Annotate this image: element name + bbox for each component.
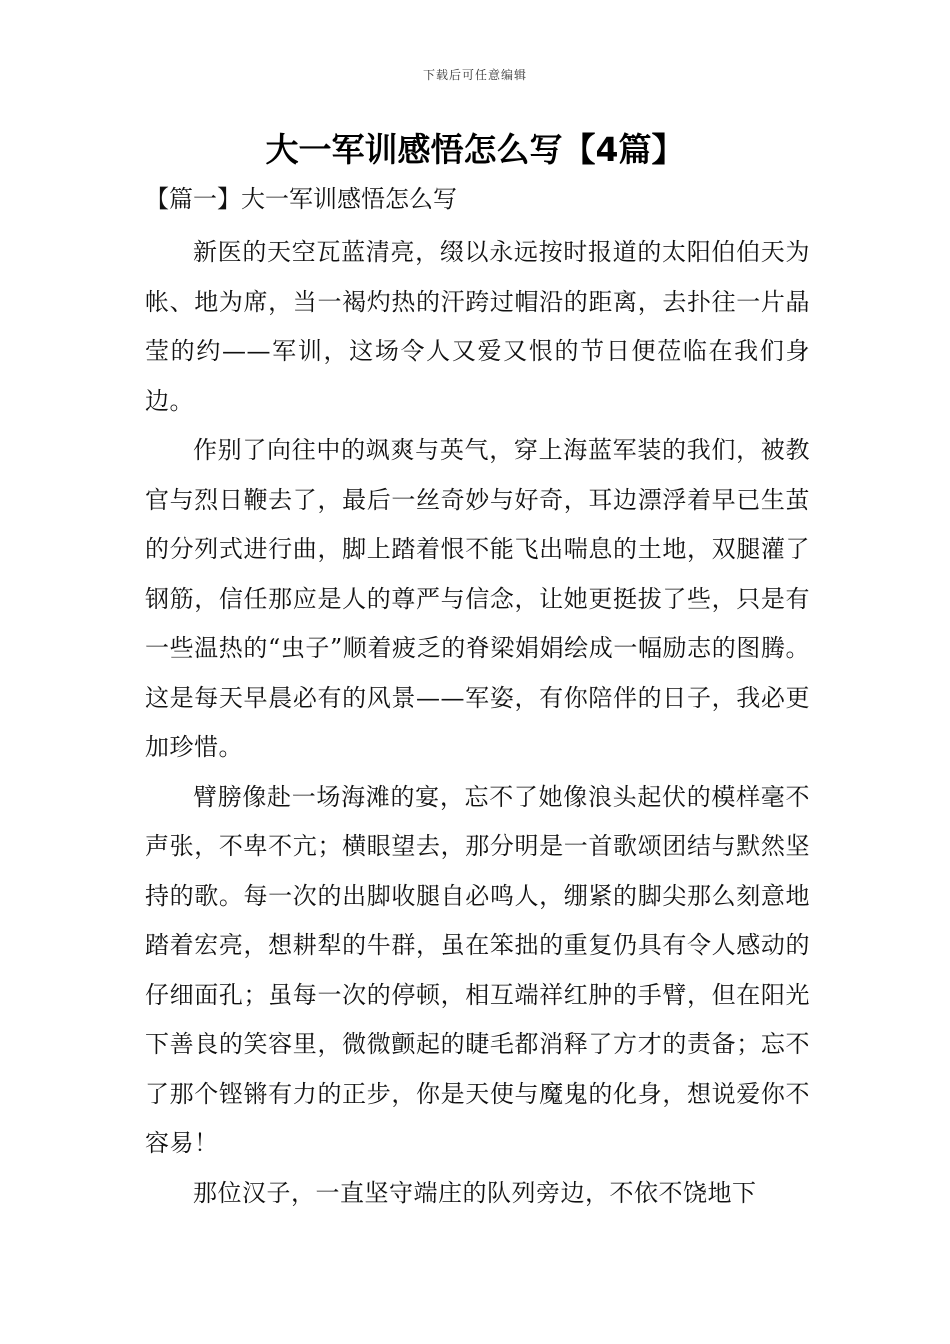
paragraph-4: 那位汉子，一直坚守端庄的队列旁边，不依不饶地下: [193, 1178, 757, 1207]
paragraph-1: 新医的天空瓦蓝清亮，缀以永远按时报道的太阳伯伯天为帐、地为席，当一褐灼热的汗跨过帽沿的距离，去扑往一片晶莹的约——军训，这场令人又爱又恨的节日便莅临在我们身边。: [145, 238, 810, 415]
document-title: 大一军训感悟怎么写【4篇】: [265, 130, 685, 169]
body-text: [145, 228, 810, 1218]
section-heading: 【篇一】大一军训感悟怎么写: [145, 185, 457, 213]
paragraph-3: 臂膀像赴一场海滩的宴，忘不了她像浪头起伏的模样毫不声张，不卑不亢；横眼望去，那分明是一首歌颂团结与默然坚持的歌。每一次的出脚收腿自必鸣人，绷紧的脚尖那么刻意地踏着宏亮，想耕犁的牛群，虽在笨拙的重复仍具有令人感动的仔细面孔；虽每一次的停顿，相互端祥红肿的手臂，但在阳光下善良的笑容里，微微颤起的睫毛都消释了方才的责备；忘不了那个铿锵有力的正步，你是天使与魔鬼的化身，想说爱你不容易！: [145, 782, 810, 1157]
header-note: 下载后可任意编辑: [422, 68, 527, 82]
paragraph-2: 作别了向往中的飒爽与英气，穿上海蓝军装的我们，被教官与烈日鞭去了，最后一丝奇妙与好奇，耳边漂浮着早已生茧的分列式进行曲，脚上踏着恨不能飞出喘息的土地，双腿灌了钢筋，信任那应是人的尊严与信念，让她更挺拔了些，只是有一些温热的“虫子”顺着疲乏的脊梁娟娟绘成一幅励志的图腾。这是每天早晨必有的风景——军姿，有你陪伴的日子，我必更加珍惜。: [145, 436, 810, 761]
